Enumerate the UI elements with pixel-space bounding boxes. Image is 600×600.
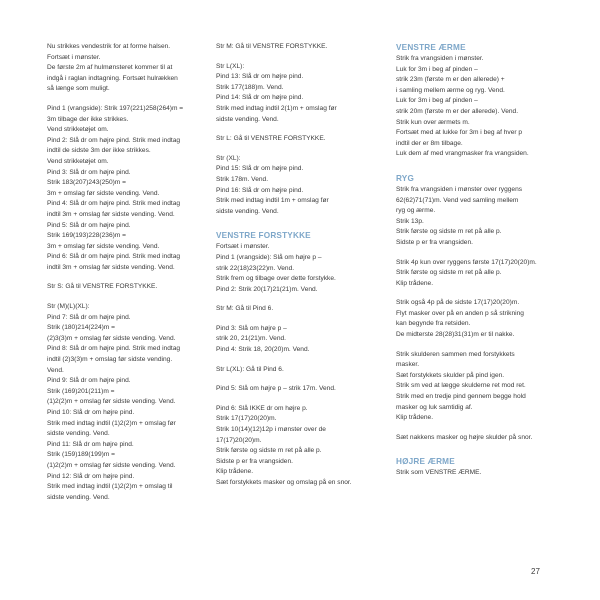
instruction-line: strik 20, 21(21)m. Vend. [216,335,287,343]
page-number: 27 [531,567,540,576]
instruction-line: Strik med indtag indtil (1)2(2)m + omslag til [47,483,173,491]
instruction-line: sidste vending. Vend. [47,493,110,501]
instruction-line: 3m + omslag før sidste vending. Vend. [47,242,160,250]
instruction-line: Strik frem og tilbage over dette forstykke. [216,275,336,283]
instruction-line: De midterste 28(28)31(31)m er til nakke. [396,331,515,339]
instruction-line: Klip trådene. [396,279,434,287]
instruction-line: Strik med en tredje pind gennem begge hold [396,393,526,401]
instruction-line: 3m + omslag før sidste vending. Vend. [47,189,160,197]
instruction-line: Luk for 3m i beg af pinden – [396,65,478,73]
instruction-line: (2)3(3)m + omslag før sidste vending. Vend. [47,334,176,342]
instruction-line: Klip trådene. [216,468,254,476]
instruction-line: indtil de sidste 3m der ikke strikkes. [47,147,151,155]
instruction-line: Sidste p er fra vrangsiden. [396,238,473,246]
instruction-line: Strik (169)201(211)m = [47,387,115,395]
instruction-line: Pind 6: Slå IKKE dr om højre p. [216,404,308,412]
instruction-line: Vend strikketøjet om. [47,126,109,134]
instruction-line: Strik 177(188)m. Vend. [216,83,284,91]
instruction-line: Pind 14: Slå dr om højre pind. [216,94,304,102]
section-heading-ryg: RYG [396,173,415,183]
instruction-line: 62(62)71(71)m. Vend ved samling mellem [396,196,519,204]
instruction-line: Pind 15: Slå dr om højre pind. [216,165,304,173]
instruction-line: strik 22(18)23(22)m. Vend. [216,264,295,272]
instruction-line: indtil (2)3(3)m + omslag før sidste vending. [47,356,173,364]
instruction-line: Sæt nakkens masker og højre skulder på snor. [396,433,533,441]
instruction-line: Fortsæt med at lukke for 3m i beg af hver p [396,129,523,137]
instruction-line: Strik 13p. [396,217,424,225]
instruction-line: Str M: Gå til Pind 6. [216,305,274,313]
instruction-line: Strik skulderen sammen med forstykkets [396,350,515,358]
instruction-line: strik 23m (første m er den allerede) + [396,76,505,84]
instruction-line: 17(17)20(20)m. [216,436,262,444]
instruction-line: Sæt forstykkets skulder på pind igen. [396,371,505,379]
instruction-line: Pind 8: Slå dr om højre pind. Strik med indtag [47,345,181,353]
instruction-line: i samling mellem ærme og ryg. Vend. [396,86,505,94]
instruction-line: masker. [396,361,420,369]
instruction-line: Pind 2: Slå dr om højre pind. Strik med indtag [47,136,181,144]
instruction-line: Pind 4: Slå dr om højre pind. Strik med indtag [47,200,181,208]
instruction-line: Pind 1 (vrangside): Strik 197(221)258(264)m = [47,104,184,112]
instruction-line: ryg og ærme. [396,207,436,215]
instruction-line: Strik 17(17)20(20)m. [216,415,277,423]
instruction-line: Pind 7: Slå dr om højre pind. [47,313,131,321]
instruction-line: strik 20m (første m er der allerede). Vend. [396,107,519,115]
instruction-line: Pind 5: Slå om højre p – strik 17m. Vend. [216,385,336,393]
instruction-line: Strik med indtag indtil 1m + omslag før [216,197,329,205]
instruction-line: Vend strikketøjet om. [47,157,109,165]
instruction-line: Strik 178m. Vend. [216,175,269,183]
instruction-line: Strik 169(193)228(236)m = [47,232,126,240]
instruction-line: Strik med indtag indtil (1)2(2)m + omslag før [47,419,176,427]
instruction-line: Str (XL): [216,154,241,162]
instruction-line: Strik første og sidste m ret på alle p. [396,269,502,277]
instruction-line: Strik fra vrangsiden i mønster. [396,55,484,62]
instruction-line: Pind 4: Strik 18, 20(20)m. Vend. [216,346,310,354]
instruction-line: Fortsæt i mønster. [47,53,101,61]
instruction-line: Pind 16: Slå dr om højre pind. [216,186,304,194]
instruction-line: Strik sm ved at lægge skulderne ret mod ret. [396,382,526,390]
instruction-line: Pind 2: Strik 20(17)21(21)m. Vend. [216,285,318,293]
instruction-line: Str L(XL): [216,62,245,70]
instruction-line: sidste vending. Vend. [216,207,279,215]
instruction-line: Pind 3: Slå dr om højre pind. [47,168,131,176]
instruction-line: Strik fra vrangsiden i mønster over ryggens [396,185,523,193]
instruction-line: Sidste p er fra vrangsiden. [216,457,293,465]
instruction-line: Strik 10(14)(12)12p i mønster over de [216,426,326,434]
instruction-line: Strik som VENSTRE ÆRME. [396,469,482,477]
section-heading-venstre-forstykke: VENSTRE FORSTYKKE [216,231,311,241]
instruction-line: Vend. [47,366,64,374]
instruction-line: Str M: Gå til VENSTRE FORSTYKKE. [216,43,328,50]
instruction-line: Strik 183(207)243(250)m = [47,179,126,187]
section-heading-venstre-rme: VENSTRE ÆRME [396,43,466,52]
instruction-line: Str L(XL): Gå til Pind 6. [216,365,284,373]
instruction-line: Str (M)(L)(XL): [47,303,90,311]
instruction-line: Nu strikkes vendestrik for at forme halsen. [47,43,171,50]
instruction-line: Strik kun over ærmets m. [396,118,470,126]
instruction-line: Str L: Gå til VENSTRE FORSTYKKE. [216,135,326,143]
instruction-line: Pind 6: Slå dr om højre pind. Strik med indtag [47,253,181,261]
instruction-line: Luk for 3m i beg af pinden – [396,97,478,105]
instruction-line: 3m tilbage der ikke strikkes. [47,115,129,123]
instruction-line: sidste vending. Vend. [216,115,279,123]
instruction-line: Strik med indtag indtil 2(1)m + omslag før [216,104,337,112]
instruction-line: Strik første og sidste m ret på alle p. [216,447,322,455]
section-heading-h-jre-rme: HØJRE ÆRME [396,457,455,467]
instruction-line: indtil 3m + omslag før sidste vending. Vend. [47,263,175,271]
instruction-line: Pind 10: Slå dr om højre pind. [47,409,135,416]
instruction-line: (1)2(2)m + omslag før sidste vending. Vend. [47,461,176,469]
instruction-line: Flyt masker over på en anden p så strikning [396,309,524,317]
instruction-line: Strik 4p kun over ryggens første 17(17)20(20)m. [396,258,537,266]
instruction-line: kan begynde fra retsiden. [396,320,471,328]
instruction-line: De første 2m af hulmønsteret kommer til at [47,64,173,72]
instruction-line: Pind 1 (vrangside): Slå om højre p – [216,253,322,261]
instruction-line: Strik (159)189(199)m = [47,451,115,459]
column-left [47,42,215,503]
instruction-line: Klip trådene. [396,414,434,422]
instruction-line: Pind 13: Slå dr om højre pind. [216,73,304,81]
instruction-line: Pind 9: Slå dr om højre pind. [47,377,131,385]
instruction-line: indgå i raglan indtagning. Fortsæt hulrækken [47,74,178,82]
column-middle [216,42,384,489]
instruction-line: Pind 12: Slå dr om højre pind. [47,472,135,480]
instruction-line: Pind 3: Slå om højre p – [216,324,287,332]
instruction-line: Sæt forstykkets masker og omslag på en snor. [216,479,352,486]
instruction-line: indtil 3m + omslag før sidste vending. Vend. [47,210,175,218]
instruction-line: Strik også 4p på de sidste 17(17)20(20)m. [396,299,520,307]
instruction-line: indtil der er 8m tilbage. [396,139,463,147]
instruction-line: masker og luk samtidig af. [396,403,473,411]
instruction-line: Luk dem af med vrangmasker fra vrangsiden. [396,150,529,158]
instruction-line: Strik første og sidste m ret på alle p. [396,228,502,236]
instruction-line: Pind 11: Slå dr om højre pind. [47,440,134,448]
instruction-line: så længe som muligt. [47,85,110,93]
instruction-line: Str S: Gå til VENSTRE FORSTYKKE. [47,283,158,291]
instruction-line: (1)2(2)m + omslag før sidste vending. Vend. [47,398,176,406]
instruction-line: sidste vending. Vend. [47,430,110,438]
instruction-line: Fortsæt i mønster. [216,243,270,251]
instruction-line: Pind 5: Slå dr om højre pind. [47,221,131,229]
column-right [396,42,564,479]
instruction-line: Strik (180)214(224)m = [47,324,115,332]
